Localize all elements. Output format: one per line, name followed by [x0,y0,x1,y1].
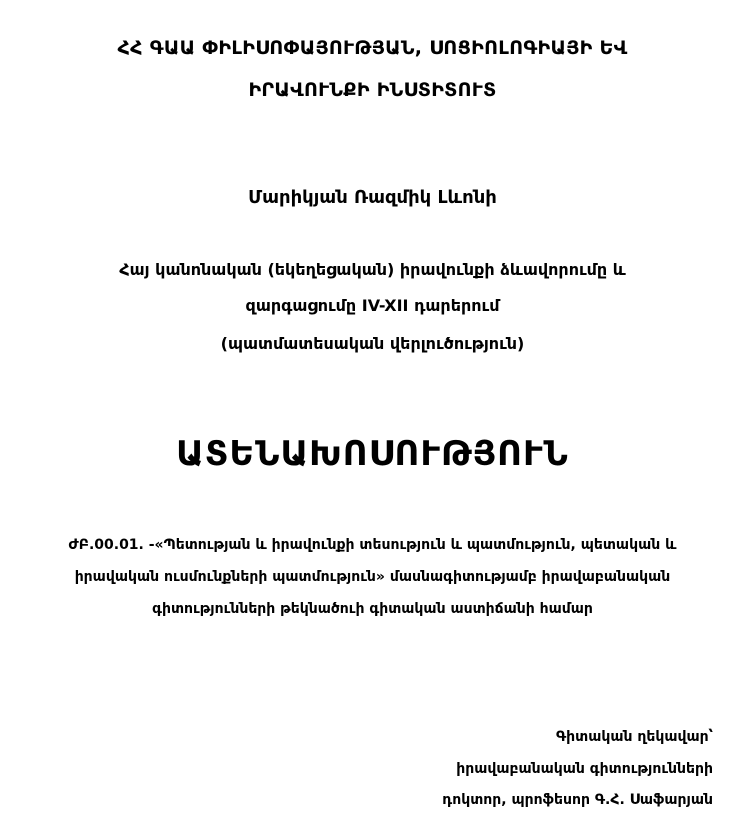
specialty-line-1: ԺԲ.00.01. -«Պետության և իրավունքի տեսություն և պատմություն, պետական և [68,537,677,553]
topic-line-1: Հայ կանոնական (եկեղեցական) իրավունքի ձևավորումը և [119,260,626,279]
specialty-line-3: գիտությունների թեկնածուի գիտական աստիճանի համար [152,601,593,617]
institute-name-line-1: ՀՀ ԳԱԱ ՓԻԼԻՍՈՓԱՅՈՒԹՅԱՆ, ՍՈՑԻՈԼՈԳԻԱՅԻ ԵՎ [117,37,628,59]
supervisor-label: Գիտական ղեկավար՝ [555,729,713,745]
author-name: Մարիկյան Ռազմիկ Լևոնի [248,187,497,208]
specialty-line-2: իրավական ուսմունքների պատմություն» մասնագիտությամբ իրավաբանական [74,569,671,585]
supervisor-title-name: դոկտոր, պրոֆեսոր Գ.Հ. Սաֆարյան [442,792,713,808]
institute-name-line-2: ԻՐԱՎՈՒՆՔԻ ԻՆՍՏԻՏՈՒՏ [248,79,497,101]
supervisor-degree: իրավաբանական գիտությունների [456,761,713,777]
topic-line-2: զարգացումը IV-XII դարերում [245,296,500,315]
topic-line-3: (պատմատեսական վերլուծություն) [220,334,525,353]
document-type-heading: ԱՏԵՆԱԽՈՍՈՒԹՅՈՒՆ [176,434,569,474]
